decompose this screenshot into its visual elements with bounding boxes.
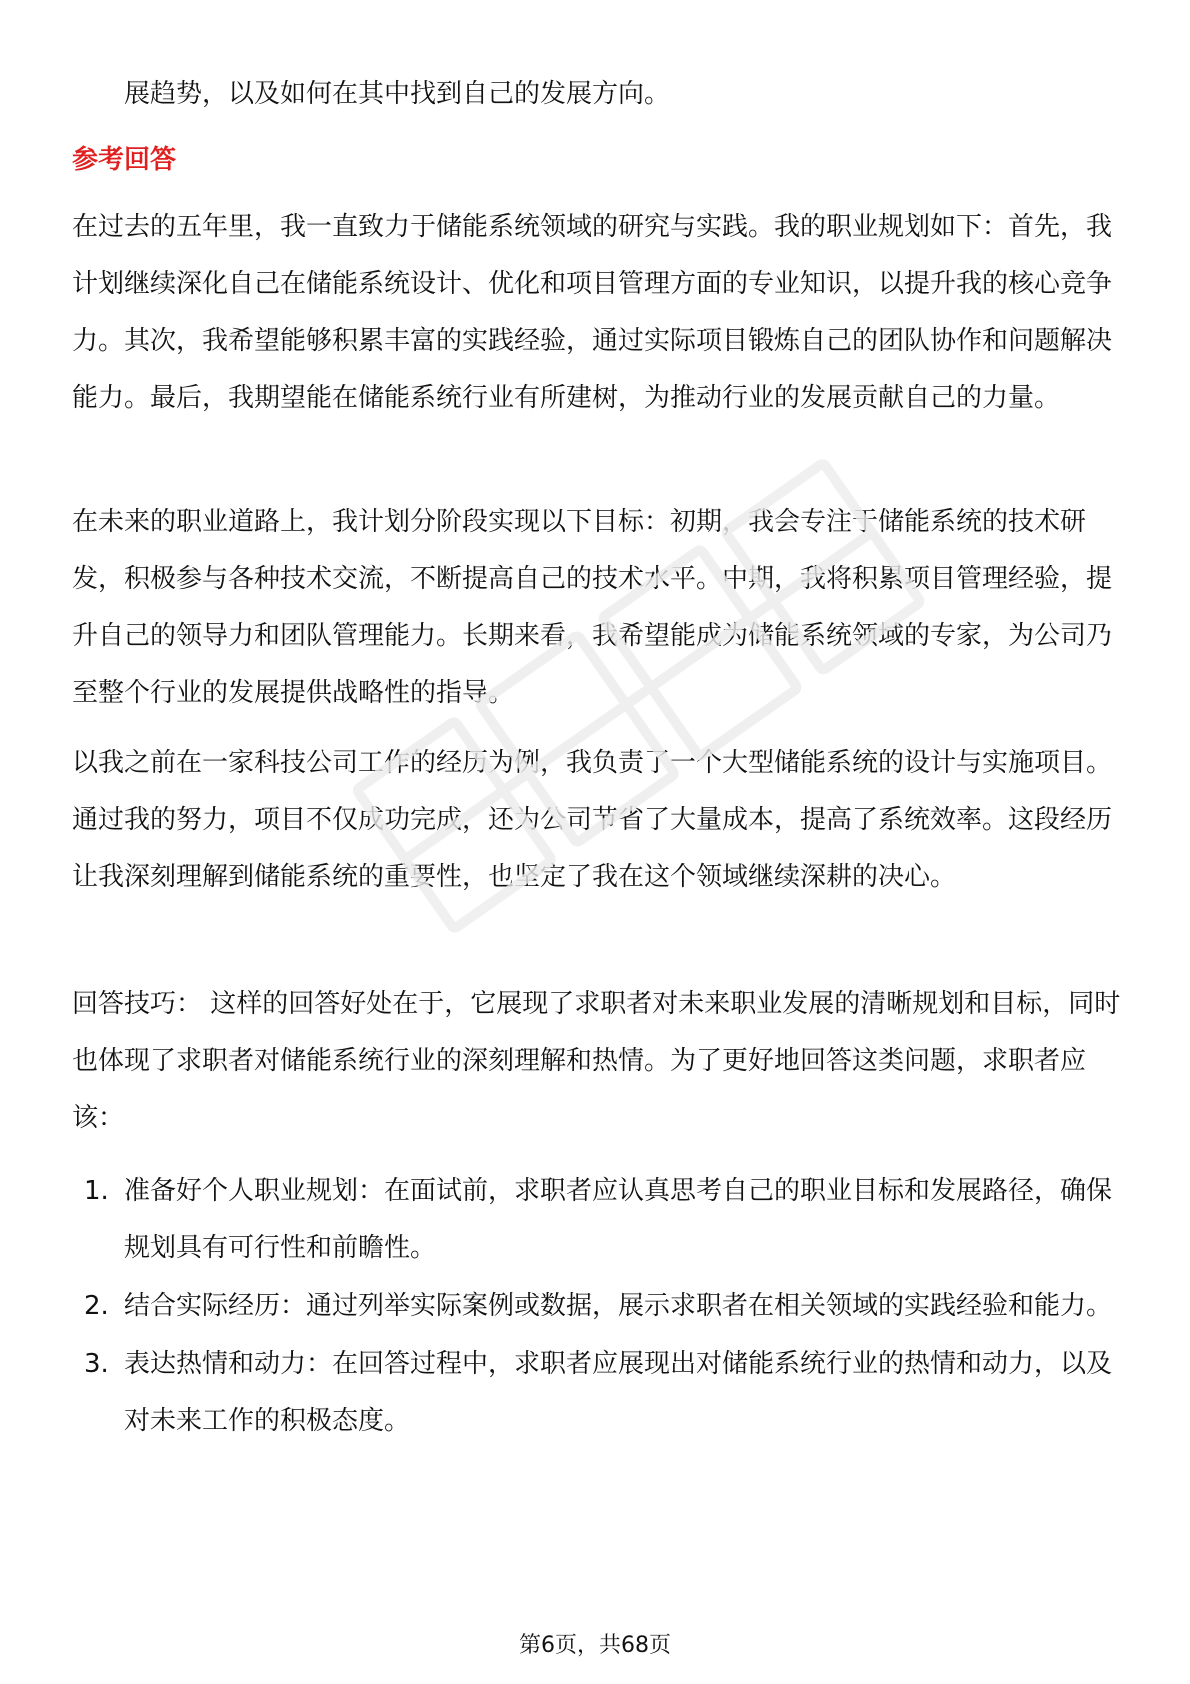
- section-heading: 参考回答: [72, 145, 177, 175]
- list-text: 结合实际经历：通过列举实际案例或数据，展示求职者在相关领域的实践经验和能力。: [124, 1291, 1113, 1321]
- list-item: [72, 1163, 1122, 1277]
- list-number: 2.: [84, 1291, 109, 1321]
- list-item: [72, 1278, 1122, 1335]
- list-number: 1.: [84, 1176, 109, 1206]
- paragraph-2-block: [72, 494, 1122, 722]
- section-heading-block: [72, 132, 1122, 189]
- tips-list: [72, 1163, 1122, 1451]
- paragraph-3-block: [72, 735, 1122, 906]
- paragraph-3: 以我之前在一家科技公司工作的经历为例，我负责了一个大型储能系统的设计与实施项目。通过我的努力，项目不仅成功完成，还为公司节省了大量成本，提高了系统效率。这段经历让我深刻理解到储能系统的重要性，也坚定了我在这个领域继续深耕的决心。: [72, 748, 1113, 892]
- list-number: 3.: [84, 1349, 109, 1379]
- list-text: 准备好个人职业规划：在面试前，求职者应认真思考自己的职业目标和发展路径，确保规划具有可行性和前瞻性。: [124, 1176, 1113, 1263]
- paragraph-4: 回答技巧： 这样的回答好处在于，它展现了求职者对未来职业发展的清晰规划和目标，同时也体现了求职者对储能系统行业的深刻理解和热情。为了更好地回答这类问题，求职者应该：: [72, 989, 1121, 1133]
- list-text: 表达热情和动力：在回答过程中，求职者应展现出对储能系统行业的热情和动力，以及对未来工作的积极态度。: [124, 1349, 1113, 1436]
- continuation-text: 展趋势，以及如何在其中找到自己的发展方向。: [124, 79, 671, 109]
- page-footer: 第6页，共68页: [519, 1633, 671, 1658]
- paragraph-4-block: [72, 976, 1122, 1147]
- list-item: [72, 1336, 1122, 1450]
- paragraph-1-block: [72, 199, 1122, 427]
- paragraph-2: 在未来的职业道路上，我计划分阶段实现以下目标：初期，我会专注于储能系统的技术研发，积极参与各种技术交流，不断提高自己的技术水平。中期，我将积累项目管理经验，提升自己的领导力和团队管理能力。长期来看，我希望能成为储能系统领域的专家，为公司乃至整个行业的发展提供战略性的指导。: [72, 507, 1113, 708]
- paragraph-1: 在过去的五年里，我一直致力于储能系统领域的研究与实践。我的职业规划如下：首先，我计划继续深化自己在储能系统设计、优化和项目管理方面的专业知识，以提升我的核心竞争力。其次，我希望能够积累丰富的实践经验，通过实际项目锻炼自己的团队协作和问题解决能力。最后，我期望能在储能系统行业有所建树，为推动行业的发展贡献自己的力量。: [72, 212, 1113, 413]
